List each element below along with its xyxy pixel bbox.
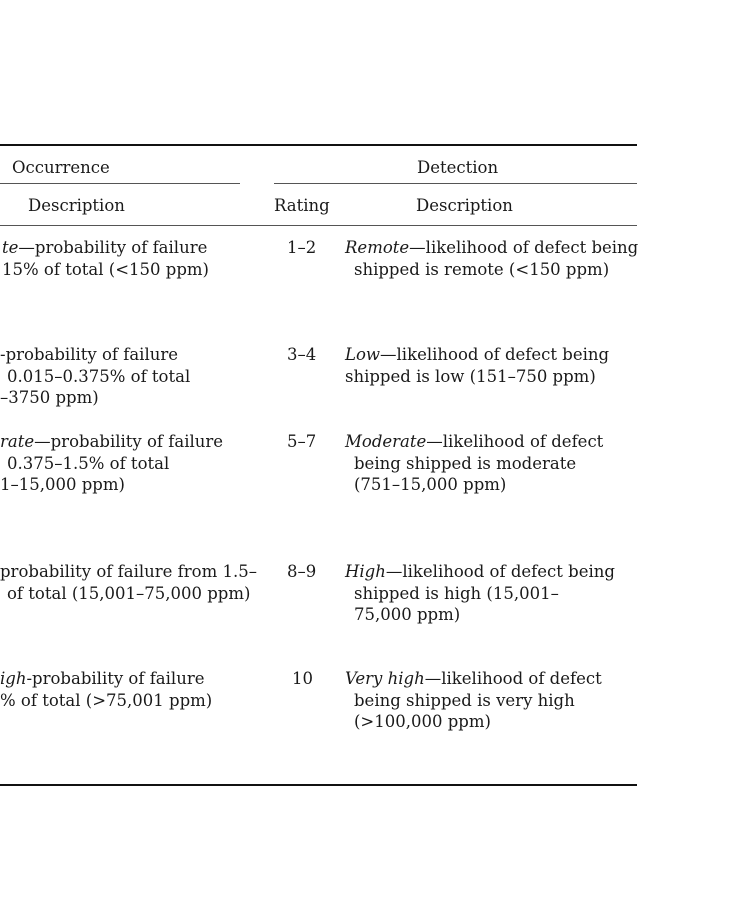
det-line1 xyxy=(345,668,602,690)
table-row-detection xyxy=(345,344,609,387)
det-line3: (751–15,000 ppm) xyxy=(354,475,507,494)
occ-line1 xyxy=(0,344,190,366)
occ-line1-text: -probability of failure xyxy=(26,669,205,688)
det-line3: 75,000 ppm) xyxy=(354,605,461,624)
det-line2: shipped is high (15,001– xyxy=(354,583,559,603)
occ-line2: of total (15,001–75,000 ppm) xyxy=(7,583,251,603)
table-row-rating: 3–4 xyxy=(287,345,317,364)
det-line2: being shipped is very high xyxy=(354,690,575,710)
table-row-detection xyxy=(345,431,603,496)
top-rule xyxy=(0,144,637,146)
occ-italic: rate xyxy=(0,432,35,451)
table-row-rating: 8–9 xyxy=(287,562,317,581)
col-header-rating: Rating xyxy=(274,196,330,215)
table-row-rating: 10 xyxy=(292,669,313,688)
det-italic: High xyxy=(345,562,386,581)
table-row-occurrence xyxy=(0,431,223,496)
det-line1 xyxy=(345,431,603,453)
occ-italic: te xyxy=(2,238,19,257)
table-row-detection xyxy=(345,561,615,626)
det-line1 xyxy=(345,561,615,583)
occ-line1-text: -probability of failure xyxy=(0,345,179,364)
table-row-occurrence xyxy=(0,344,190,409)
header-rule xyxy=(0,225,637,226)
occurrence-underline xyxy=(0,183,240,184)
det-line1-text: —likelihood of defect xyxy=(424,669,602,688)
table-row-rating: 1–2 xyxy=(287,238,317,257)
det-italic: Remote xyxy=(345,238,410,257)
det-italic: Moderate xyxy=(345,432,427,451)
occ-line1 xyxy=(0,561,257,583)
table-row-occurrence xyxy=(0,668,212,711)
occ-line1-text: —probability of failure xyxy=(34,432,224,451)
det-line1-text: —likelihood of defect being xyxy=(409,238,639,257)
occ-line2: 0.375–1.5% of total xyxy=(7,453,170,473)
occurrence-header: Occurrence xyxy=(12,158,110,177)
det-line1-text: —likelihood of defect being xyxy=(380,345,610,364)
col-header-description-right: Description xyxy=(416,196,513,215)
det-line1 xyxy=(345,344,609,366)
det-line1-text: —likelihood of defect xyxy=(426,432,604,451)
table-row-occurrence xyxy=(0,561,257,604)
occ-line3: 1–15,000 ppm) xyxy=(0,475,125,494)
occ-italic: igh xyxy=(0,669,27,688)
table-row-occurrence xyxy=(0,237,209,280)
det-line1-text: —likelihood of defect being xyxy=(385,562,615,581)
table-row-detection xyxy=(345,668,602,733)
occ-line1-text: —probability of failure xyxy=(18,238,208,257)
table-row-rating: 5–7 xyxy=(287,432,317,451)
det-line3: (>100,000 ppm) xyxy=(354,712,491,731)
occ-line1-text: probability of failure from 1.5– xyxy=(0,562,257,581)
occ-line1 xyxy=(0,668,212,690)
occ-line3: –3750 ppm) xyxy=(0,388,99,407)
occ-line1 xyxy=(0,431,223,453)
occ-line2: 15% of total (<150 ppm) xyxy=(2,259,209,279)
det-italic: Very high xyxy=(345,669,425,688)
occ-line2: % of total (>75,001 ppm) xyxy=(0,690,213,710)
col-header-description-left: Description xyxy=(28,196,125,215)
det-line2: being shipped is moderate xyxy=(354,453,577,473)
occ-line1 xyxy=(2,237,209,259)
det-line2: shipped is low (151–750 ppm) xyxy=(345,366,596,386)
det-italic: Low xyxy=(345,345,381,364)
detection-underline xyxy=(274,183,637,184)
occ-line2: 0.015–0.375% of total xyxy=(7,366,191,386)
bottom-rule xyxy=(0,784,637,786)
det-line2: shipped is remote (<150 ppm) xyxy=(354,259,610,279)
det-line1 xyxy=(345,237,638,259)
table-row-detection xyxy=(345,237,638,280)
detection-header: Detection xyxy=(417,158,499,177)
